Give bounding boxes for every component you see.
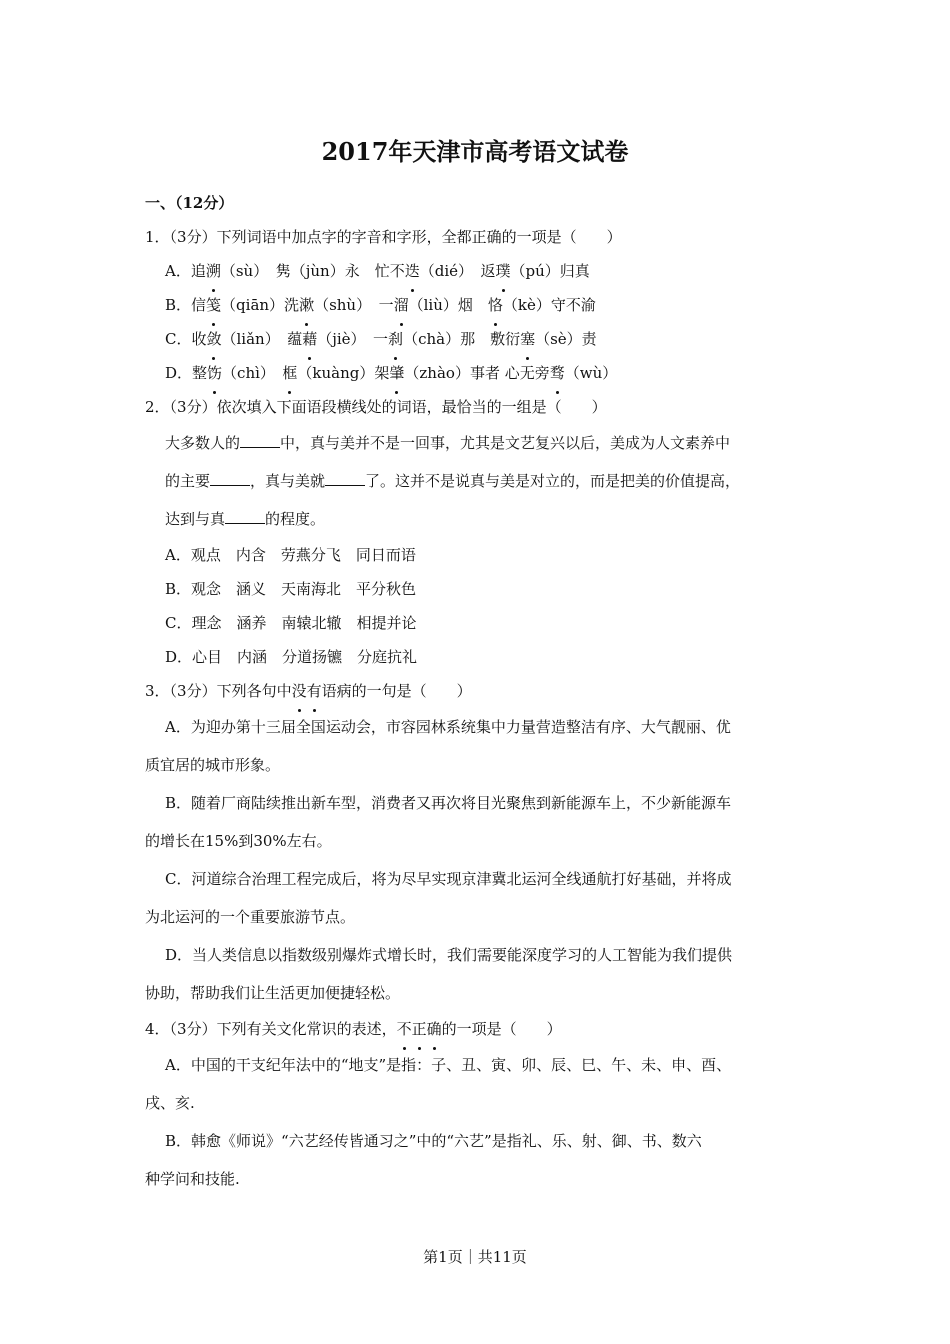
section-heading: 一、（12分）: [145, 194, 234, 212]
option-text: （kuàng）架: [297, 364, 390, 382]
passage-text: 中，真与美并不是一回事，尤其是文艺复兴以后，美成为人文素养中: [280, 434, 731, 452]
option-text: （kè）守不渝: [502, 296, 596, 314]
dotted-char: 骛: [550, 356, 565, 390]
question-1-stem: 1．（3分）下列词语中加点字的字音和字形，全都正确的一项是（ ）: [145, 228, 622, 246]
dotted-char: 璞: [496, 254, 511, 288]
option-text: （liǎn） 蕴: [221, 330, 303, 348]
stem-text: 语病的一句是（ ）: [321, 682, 472, 700]
question-3-option-c-line-2: 为北运河的一个重要旅游节点。: [145, 908, 356, 926]
passage-text: 的程度。: [265, 510, 326, 528]
dotted-char: 不: [397, 1012, 412, 1046]
option-text: D．整: [165, 364, 208, 382]
dotted-char: 溜: [394, 288, 409, 322]
question-3-option-a-line-1: A．为迎办第十三届全国运动会，市容园林系统集中力量营造整洁有序、大气靓丽、优: [165, 718, 731, 736]
question-3-stem: [145, 674, 810, 708]
dotted-char: 刹: [388, 322, 403, 356]
question-2-passage-line-1: [145, 424, 810, 462]
dotted-char: 正: [412, 1012, 427, 1046]
option-text: （dié） 返: [419, 262, 496, 280]
option-text: （pú）归真: [510, 262, 590, 280]
passage-text: 大多数人的: [165, 434, 241, 452]
exam-content: [145, 186, 810, 1198]
page-footer: 第1页｜共11页: [423, 1248, 527, 1266]
dotted-char: 框: [282, 356, 297, 390]
option-text: B．信: [165, 296, 207, 314]
question-2-option-a: A．观点 内含 劳燕分飞 同日而语: [165, 546, 416, 564]
dotted-char: 没: [292, 674, 307, 708]
question-2-passage-line-2: [145, 462, 810, 500]
question-2-stem: 2．（3分）依次填入下面语段横线处的词语，最恰当的一组是（ ）: [145, 398, 607, 416]
option-text: （sè）责: [535, 330, 597, 348]
passage-text: 达到与真: [165, 510, 226, 528]
option-text: （sù） 隽: [220, 262, 291, 280]
fill-blank: [240, 433, 280, 448]
dotted-char: 饬: [207, 356, 222, 390]
dotted-char: 漱: [299, 288, 314, 322]
dotted-char: 藉: [302, 322, 317, 356]
question-4-stem: [145, 1012, 810, 1046]
fill-blank: [210, 471, 250, 486]
question-1-option-a: [145, 254, 810, 288]
option-text: （liù）烟: [408, 296, 488, 314]
dotted-char: 笺: [206, 288, 221, 322]
question-2-option-c: C．理念 涵养 南辕北辙 相提并论: [165, 614, 417, 632]
dotted-char: 有: [307, 674, 322, 708]
fill-blank: [225, 509, 265, 524]
option-text: （jiè） 一: [317, 330, 389, 348]
passage-text: ，真与美就: [250, 472, 326, 490]
dotted-char: 肇: [389, 356, 404, 390]
dotted-char: 恪: [488, 288, 503, 322]
dotted-char: 溯: [206, 254, 221, 288]
option-text: （zhào）事者 心无旁: [404, 364, 550, 382]
question-3-option-d-line-1: D．当人类信息以指数级别爆炸式增长时，我们需要能深度学习的人工智能为我们提供: [165, 946, 733, 964]
dotted-char: 确: [427, 1012, 442, 1046]
page-title: 2017年天津市高考语文试卷: [321, 137, 629, 166]
question-3-option-c-line-1: C．河道综合治理工程完成后，将为尽早实现京津冀北运河全线通航打好基础，并将成: [165, 870, 732, 888]
option-text: A．追: [165, 262, 206, 280]
question-3-option-a-line-2: 质宜居的城市形象。: [145, 756, 281, 774]
option-text: （qiān）洗: [221, 296, 300, 314]
question-3-option-b-line-1: B．随着厂商陆续推出新车型，消费者又再次将目光聚焦到新能源车上，不少新能源车: [165, 794, 732, 812]
question-2-option-d: D．心目 内涵 分道扬镳 分庭抗礼: [165, 648, 418, 666]
passage-text: 的主要: [165, 472, 211, 490]
question-2-option-b: B．观念 涵义 天南海北 平分秋色: [165, 580, 417, 598]
dotted-char: 敛: [206, 322, 221, 356]
question-3-option-b-line-2: 的增长在15%到30%左右。: [145, 832, 332, 850]
question-4-option-a-line-2: 戌、亥.: [145, 1094, 195, 1112]
stem-text: 4．（3分）下列有关文化常识的表述，: [145, 1020, 397, 1038]
dotted-char: 塞: [520, 322, 535, 356]
stem-text: 3．（3分）下列各句中: [145, 682, 292, 700]
question-4-option-b-line-1: B．韩愈《师说》“六艺经传皆通习之”中的“六艺”是指礼、乐、射、御、书、数六: [165, 1132, 702, 1150]
question-4-option-b-line-2: 种学问和技能.: [145, 1170, 240, 1188]
dotted-char: 迭: [405, 254, 420, 288]
question-2-passage-line-3: [145, 500, 810, 538]
question-4-option-a-line-1: A．中国的干支纪年法中的“地支”是指：子、丑、寅、卯、辰、巳、午、未、申、酉、: [165, 1056, 732, 1074]
passage-text: 了。这并不是说真与美是对立的，而是把美的价值提高，: [365, 472, 741, 490]
question-1-option-c: [145, 322, 810, 356]
question-1-option-b: [145, 288, 810, 322]
option-text: （shù） 一: [314, 296, 394, 314]
question-3-option-d-line-2: 协助，帮助我们让生活更加便捷轻松。: [145, 984, 401, 1002]
fill-blank: [325, 471, 365, 486]
option-text: （chì）: [222, 364, 283, 382]
option-text: C．收: [165, 330, 207, 348]
stem-text: 的一项是（ ）: [441, 1020, 562, 1038]
option-text: （chà）那 敷衍: [403, 330, 521, 348]
option-text: （wù）: [564, 364, 618, 382]
question-1-option-d: [145, 356, 810, 390]
option-text: （jùn）永 忙不: [290, 262, 405, 280]
